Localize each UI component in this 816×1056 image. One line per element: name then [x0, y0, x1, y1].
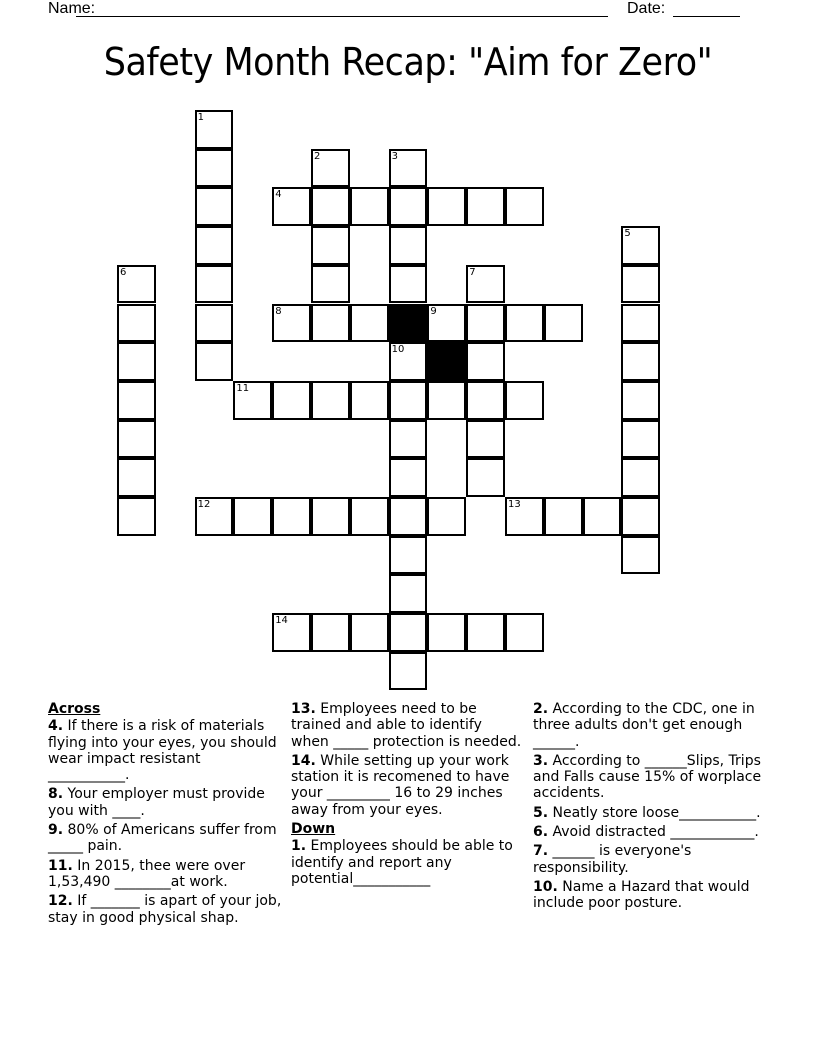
- cell-number: 3: [391, 150, 398, 162]
- clue-number: 13.: [291, 701, 316, 717]
- grid-cell[interactable]: [466, 304, 505, 343]
- grid-cell[interactable]: [350, 381, 389, 420]
- grid-cell[interactable]: [389, 536, 428, 575]
- clue-number: 6.: [533, 824, 549, 841]
- clue-number: 12.: [48, 893, 73, 910]
- grid-cell[interactable]: [466, 381, 505, 420]
- grid-cell[interactable]: [195, 187, 234, 226]
- grid-cell[interactable]: [350, 613, 389, 652]
- clue-down-2: [533, 701, 765, 750]
- clue-down-3: [533, 753, 765, 802]
- grid-cell[interactable]: [389, 149, 428, 188]
- grid-cell[interactable]: [427, 381, 466, 420]
- grid-cell[interactable]: [505, 187, 544, 226]
- cell-number: 2: [314, 150, 321, 162]
- grid-cell[interactable]: [117, 381, 156, 420]
- grid-cell[interactable]: [350, 187, 389, 226]
- grid-cell[interactable]: [621, 226, 660, 265]
- clue-across-11: [48, 858, 284, 891]
- clue-text: If _______ is apart of your job, stay in good physical shap.: [48, 893, 282, 926]
- clue-number: 8.: [48, 786, 64, 803]
- grid-cell[interactable]: [621, 536, 660, 575]
- clue-number: 11.: [48, 857, 73, 874]
- page-title: Safety Month Recap: "Aim for Zero": [103, 40, 713, 84]
- grid-cell[interactable]: [427, 187, 466, 226]
- clue-down-10: [533, 879, 765, 912]
- grid-cell[interactable]: [350, 497, 389, 536]
- grid-cell[interactable]: [621, 265, 660, 304]
- cell-number: 8: [275, 305, 282, 317]
- grid-cell[interactable]: [389, 458, 428, 497]
- grid-cell[interactable]: [117, 420, 156, 459]
- clue-number: 10.: [533, 878, 558, 895]
- clues-column-2: [291, 701, 523, 890]
- clue-number: 9.: [48, 822, 64, 839]
- grid-cell[interactable]: [466, 342, 505, 381]
- grid-cell[interactable]: [117, 458, 156, 497]
- grid-cell[interactable]: [505, 381, 544, 420]
- grid-cell[interactable]: [195, 110, 234, 149]
- clue-number: 2.: [533, 701, 549, 717]
- clue-number: 5.: [533, 804, 549, 821]
- grid-cell[interactable]: [621, 458, 660, 497]
- grid-cell[interactable]: [466, 265, 505, 304]
- grid-cell[interactable]: [389, 342, 428, 381]
- clue-text: In 2015, thee were over 1,53,490 ________at work.: [48, 857, 246, 890]
- grid-cell[interactable]: [583, 497, 622, 536]
- grid-cell[interactable]: [505, 304, 544, 343]
- cell-number: 5: [624, 228, 631, 240]
- clue-text: Neatly store loose___________.: [552, 804, 761, 821]
- grid-cell[interactable]: [311, 187, 350, 226]
- grid-cell[interactable]: [272, 497, 311, 536]
- cell-number: 11: [236, 382, 250, 394]
- grid-cell[interactable]: [427, 497, 466, 536]
- grid-cell[interactable]: [389, 381, 428, 420]
- grid-cell[interactable]: [621, 304, 660, 343]
- grid-cell[interactable]: [195, 304, 234, 343]
- grid-cell[interactable]: [350, 304, 389, 343]
- clue-text: Employees need to be trained and able to identify when _____ protection is needed.: [291, 701, 522, 750]
- name-label: Name:: [48, 0, 96, 17]
- cell-number: 4: [275, 189, 282, 201]
- down-heading: Down: [291, 821, 336, 838]
- grid-cell[interactable]: [389, 652, 428, 691]
- grid-cell[interactable]: [505, 497, 544, 536]
- clue-across-9: [48, 822, 284, 855]
- cell-number: 7: [469, 266, 476, 278]
- grid-cell[interactable]: [466, 613, 505, 652]
- grid-cell[interactable]: [311, 381, 350, 420]
- grid-cell[interactable]: [505, 613, 544, 652]
- cell-number: 12: [197, 499, 211, 510]
- grid-cell[interactable]: [272, 381, 311, 420]
- grid-cell[interactable]: [544, 304, 583, 343]
- grid-cell[interactable]: [195, 497, 234, 536]
- clue-across-14: [291, 753, 523, 818]
- grid-cell[interactable]: [389, 226, 428, 265]
- clue-number: 14.: [291, 752, 316, 769]
- grid-cell[interactable]: [117, 497, 156, 536]
- clue-across-4: [48, 718, 284, 783]
- clue-down-6: [533, 824, 765, 840]
- grid-cell[interactable]: [272, 304, 311, 343]
- grid-cell[interactable]: [621, 342, 660, 381]
- grid-cell[interactable]: [311, 265, 350, 304]
- grid-cell[interactable]: [311, 226, 350, 265]
- cell-number: 10: [391, 344, 405, 356]
- grid-cell[interactable]: [233, 497, 272, 536]
- grid-cell[interactable]: [272, 613, 311, 652]
- grid-cell[interactable]: [389, 497, 428, 536]
- grid-cell[interactable]: [195, 226, 234, 265]
- across-heading: Across: [48, 701, 101, 717]
- clue-text: Avoid distracted ____________.: [552, 824, 759, 841]
- clue-text: According to ______Slips, Trips and Falls cause 15% of worplace accidents.: [533, 752, 762, 802]
- black-cell: [427, 342, 466, 381]
- clue-number: 4.: [48, 718, 64, 735]
- grid-cell[interactable]: [233, 381, 272, 420]
- grid-cell[interactable]: [272, 187, 311, 226]
- black-cell: [389, 304, 428, 343]
- grid-cell[interactable]: [621, 497, 660, 536]
- cell-number: 13: [508, 499, 521, 510]
- grid-cell[interactable]: [389, 265, 428, 304]
- cell-number: 9: [430, 305, 437, 317]
- grid-cell[interactable]: [389, 187, 428, 226]
- clue-number: 7.: [533, 843, 549, 860]
- cell-number: 1: [197, 112, 204, 123]
- grid-cell[interactable]: [117, 265, 156, 304]
- grid-cell[interactable]: [427, 613, 466, 652]
- grid-cell[interactable]: [195, 265, 234, 304]
- clue-down-1: [291, 838, 523, 887]
- grid-cell[interactable]: [427, 304, 466, 343]
- grid-cell[interactable]: [621, 420, 660, 459]
- clue-text: According to the CDC, one in three adults don't get enough ______.: [533, 701, 755, 750]
- cell-number: 6: [120, 266, 127, 278]
- clue-across-13: [291, 701, 523, 750]
- clues-column-3: [533, 701, 765, 915]
- clue-text: Your employer must provide you with ____.: [48, 786, 265, 819]
- clue-number: 3.: [533, 752, 549, 769]
- grid-cell[interactable]: [389, 613, 428, 652]
- cell-number: 14: [275, 615, 288, 627]
- grid-cell[interactable]: [466, 187, 505, 226]
- grid-cell[interactable]: [195, 342, 234, 381]
- clue-across-8: [48, 786, 284, 819]
- clue-text: If there is a risk of materials flying into your eyes, you should wear impact resistant ___________.: [48, 718, 277, 784]
- grid-cell[interactable]: [466, 420, 505, 459]
- grid-cell[interactable]: [544, 497, 583, 536]
- grid-cell[interactable]: [195, 149, 234, 188]
- grid-cell[interactable]: [621, 381, 660, 420]
- clue-text: 80% of Americans suffer from _____ pain.: [48, 822, 277, 855]
- clue-text: While setting up your work station it is recomened to have your _________ 16 to 29 inches away from your eyes.: [291, 752, 510, 818]
- grid-cell[interactable]: [311, 497, 350, 536]
- clue-across-12: [48, 893, 284, 926]
- clue-down-5: [533, 805, 765, 821]
- grid-cell[interactable]: [466, 458, 505, 497]
- grid-cell[interactable]: [311, 149, 350, 188]
- grid-cell[interactable]: [311, 613, 350, 652]
- clue-text: ______ is everyone's responsibility.: [533, 843, 692, 876]
- date-label: Date:: [627, 0, 666, 17]
- clue-text: Name a Hazard that would include poor posture.: [533, 878, 750, 912]
- clue-text: Employees should be able to identify and report any potential___________: [291, 838, 513, 887]
- clue-down-7: [533, 843, 765, 876]
- clue-number: 1.: [291, 838, 307, 855]
- grid-cell[interactable]: [311, 304, 350, 343]
- grid-cell[interactable]: [389, 574, 428, 613]
- grid-cell[interactable]: [117, 342, 156, 381]
- grid-cell[interactable]: [117, 304, 156, 343]
- clues-column-1: [48, 701, 284, 929]
- grid-cell[interactable]: [389, 420, 428, 459]
